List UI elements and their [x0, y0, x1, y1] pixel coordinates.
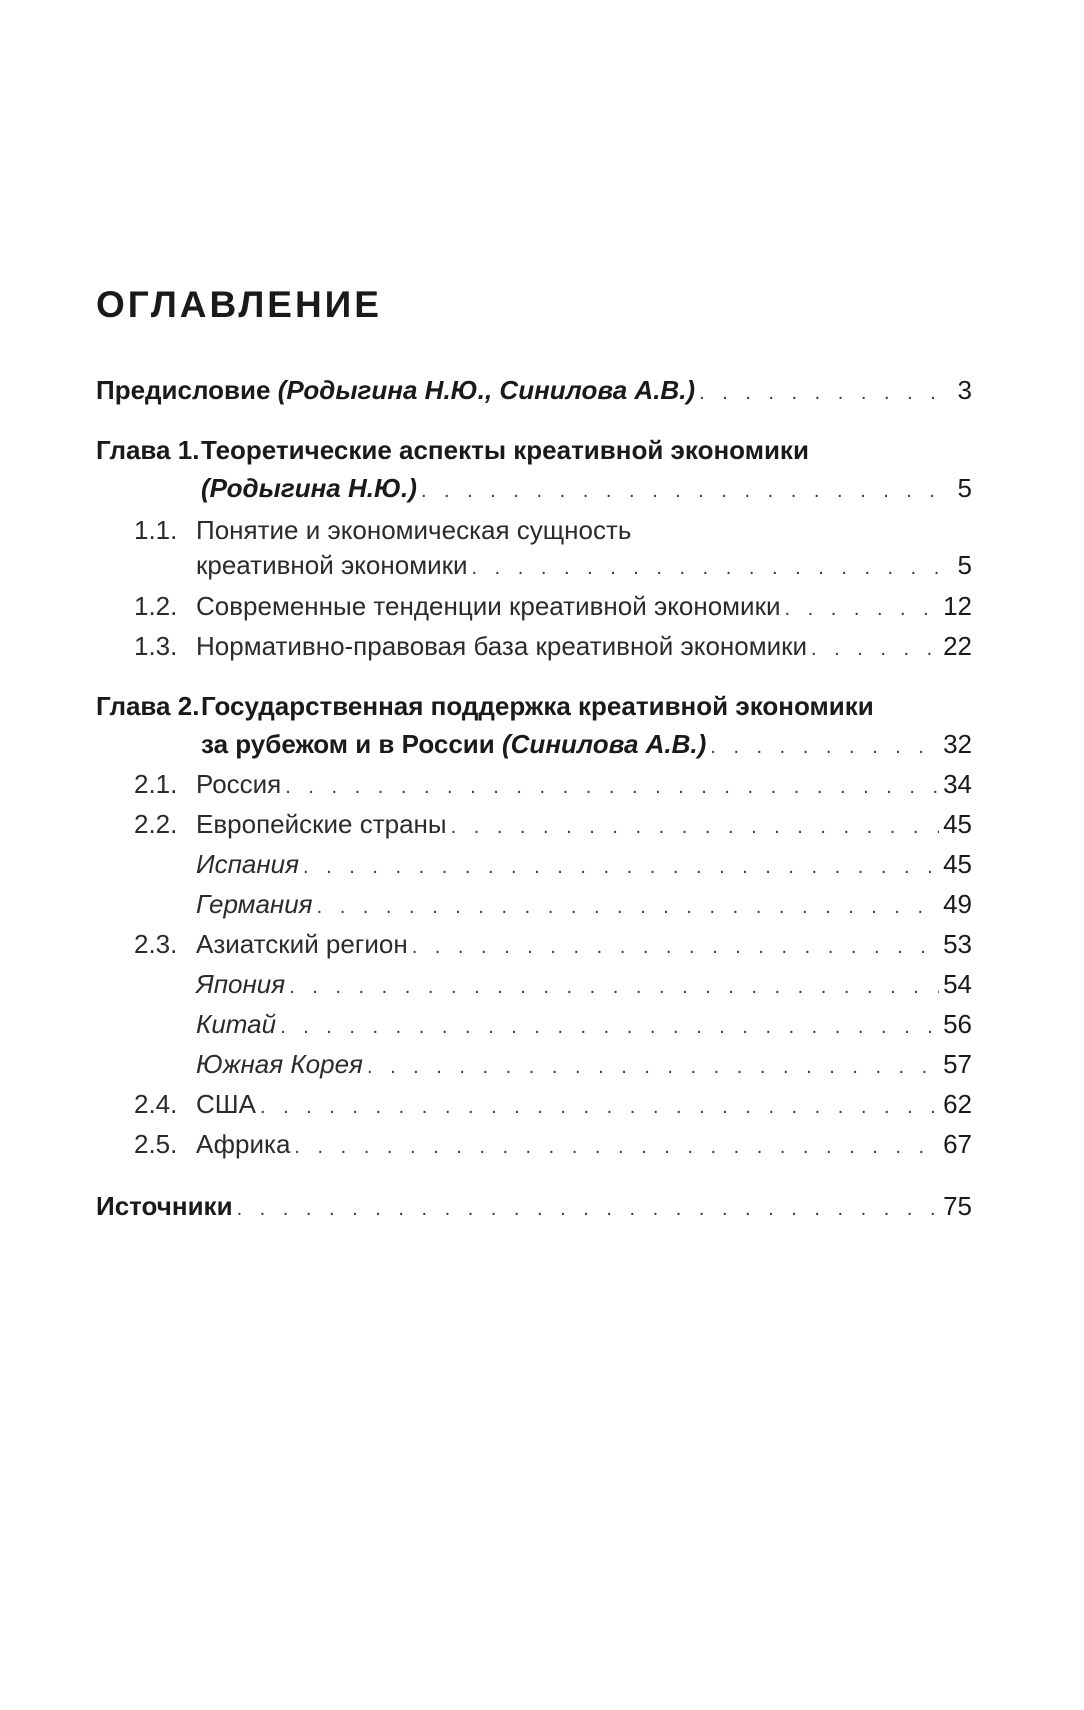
dot-leader	[294, 1130, 939, 1164]
dot-leader	[710, 730, 939, 764]
dot-leader	[451, 810, 939, 844]
dot-leader	[289, 970, 939, 1004]
toc-entry-section-2-4[interactable]	[96, 1087, 972, 1121]
page-number: 12	[943, 591, 972, 621]
toc-entry-section-2-2[interactable]	[96, 807, 972, 841]
section-title: Современные тенденции креативной экономики	[196, 591, 781, 621]
dot-leader	[421, 474, 954, 508]
section-number: 2.5.	[134, 1129, 178, 1159]
section-number: 1.2.	[134, 591, 178, 621]
section-number: 2.1.	[134, 769, 178, 799]
toc-entry-preface[interactable]	[96, 373, 972, 407]
chapter-authors: (Родыгина Н.Ю.)	[201, 473, 417, 503]
toc-entry-section-1-1-line2[interactable]	[96, 548, 972, 582]
dot-leader	[784, 592, 939, 626]
preface-title: Предисловие	[96, 375, 271, 405]
toc-entry-section-1-1-line1[interactable]	[96, 513, 972, 547]
page-number: 75	[943, 1191, 972, 1221]
sources-title: Источники	[96, 1191, 233, 1221]
chapter-authors: (Синилова А.В.)	[502, 729, 707, 759]
toc-entry-sources[interactable]	[96, 1189, 972, 1223]
toc-heading: ОГЛАВЛЕНИЕ	[96, 284, 382, 325]
toc-entry-section-2-1[interactable]	[96, 767, 972, 801]
preface-authors: (Родыгина Н.Ю., Синилова А.В.)	[277, 375, 696, 405]
section-number: 2.3.	[134, 929, 178, 959]
dot-leader	[472, 551, 954, 585]
section-title: Понятие и экономическая сущность	[196, 515, 632, 545]
toc-entry-section-1-3[interactable]	[96, 629, 972, 663]
dot-leader	[303, 850, 939, 884]
dot-leader	[280, 1010, 939, 1044]
page-number: 32	[943, 729, 972, 759]
page-number: 54	[943, 969, 972, 999]
dot-leader	[317, 890, 940, 924]
dot-leader	[260, 1090, 939, 1124]
dot-leader	[237, 1192, 940, 1226]
dot-leader	[699, 376, 953, 410]
section-number: 2.4.	[134, 1089, 178, 1119]
page-number: 45	[943, 849, 972, 879]
subsection-title: Германия	[196, 889, 313, 919]
subsection-title: Япония	[196, 969, 286, 999]
section-title: Африка	[196, 1129, 291, 1159]
toc-entry-spain[interactable]	[96, 847, 972, 881]
page-number: 62	[943, 1089, 972, 1119]
section-number: 1.1.	[134, 515, 178, 545]
toc-entry-chapter-2-title-line2[interactable]	[96, 727, 972, 761]
section-number: 2.2.	[134, 809, 178, 839]
page-number: 49	[943, 889, 972, 919]
toc-entry-chapter-1-title[interactable]	[96, 433, 972, 467]
section-title: Нормативно-правовая база креативной экономики	[196, 631, 808, 661]
section-title: Россия	[196, 769, 282, 799]
toc-entry-chapter-2-title[interactable]	[96, 689, 972, 723]
page-number: 5	[957, 550, 972, 580]
toc-entry-section-1-2[interactable]	[96, 589, 972, 623]
toc-entry-japan[interactable]	[96, 967, 972, 1001]
page-number: 56	[943, 1009, 972, 1039]
page-number: 3	[957, 375, 972, 405]
toc-entry-chapter-1-authors[interactable]	[96, 471, 972, 505]
section-title: Азиатский регион	[196, 929, 408, 959]
page-number: 67	[943, 1129, 972, 1159]
subsection-title: Китай	[196, 1009, 277, 1039]
toc-entry-germany[interactable]	[96, 887, 972, 921]
section-title: США	[196, 1089, 256, 1119]
dot-leader	[285, 770, 939, 804]
toc-entry-china[interactable]	[96, 1007, 972, 1041]
toc-entry-south-korea[interactable]	[96, 1047, 972, 1081]
subsection-title: Испания	[196, 849, 300, 879]
page-number: 22	[943, 631, 972, 661]
chapter-label: Глава 2.	[96, 691, 200, 721]
chapter-title: Теоретические аспекты креативной экономики	[201, 435, 809, 465]
dot-leader	[412, 930, 939, 964]
chapter-title: Государственная поддержка креативной экономики	[201, 691, 874, 721]
dot-leader	[367, 1050, 939, 1084]
page-number: 57	[943, 1049, 972, 1079]
section-title: Европейские страны	[196, 809, 447, 839]
chapter-label: Глава 1.	[96, 435, 200, 465]
section-title-continued: креативной экономики	[196, 550, 468, 580]
dot-leader	[811, 632, 939, 666]
section-number: 1.3.	[134, 631, 178, 661]
page-number: 5	[957, 473, 972, 503]
toc-entry-section-2-5[interactable]	[96, 1127, 972, 1161]
page-number: 53	[943, 929, 972, 959]
toc-entry-section-2-3[interactable]	[96, 927, 972, 961]
page-number: 34	[943, 769, 972, 799]
chapter-title-continued: за рубежом и в России	[201, 729, 495, 759]
page-number: 45	[943, 809, 972, 839]
subsection-title: Южная Корея	[196, 1049, 363, 1079]
